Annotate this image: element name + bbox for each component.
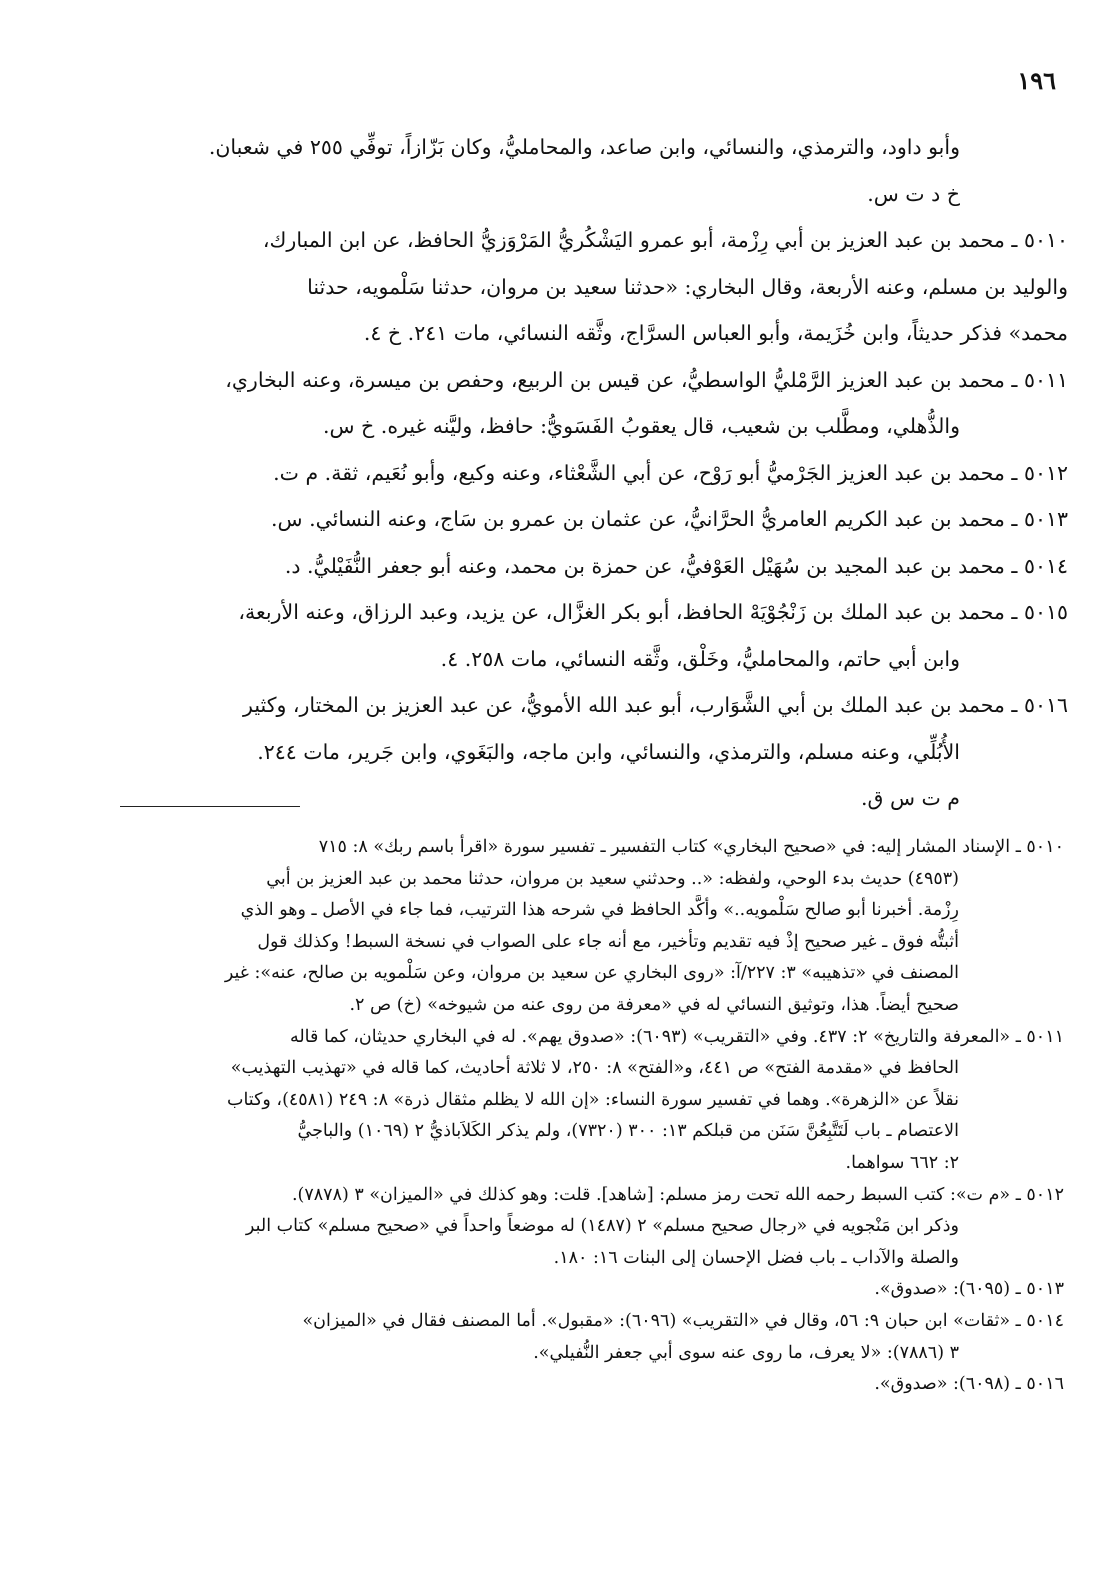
footnote-line: نقلاً عن «الزهرة». وهما في تفسير سورة النساء: «إن الله لا يظلم مثقال ذرة» ٨: ٢٤٩ (٤٥٨١)، وكتاب xyxy=(226,1089,959,1110)
text-line: والذُّهلي، ومطَّلب بن شعيب، قال يعقوبُ الفَسَويُّ: حافظ، وليَّنه غيره. خ س. xyxy=(323,414,960,438)
text-line: والوليد بن مسلم، وعنه الأربعة، وقال البخاري: «حدثنا سعيد بن مروان، حدثنا سَلْمويه، حدثنا xyxy=(307,274,1068,299)
text-line: محمد» فذكر حديثاً، وابن خُزَيمة، وأبو العباس السرَّاج، وثَّقه النسائي، مات ٢٤١. خ ٤. xyxy=(363,321,1068,345)
text-line: وابن أبي حاتم، والمحامليُّ، وخَلْق، وثَّقه النسائي، مات ٢٥٨. ٤. xyxy=(440,646,960,671)
text-line: ٥٠١٦ ـ محمد بن عبد الملك بن أبي الشَّوَارب، أبو عبد الله الأمويُّ، عن عبد العزيز بن المختار، وكثير xyxy=(243,693,1068,717)
footnote-divider xyxy=(120,806,300,807)
footnote-line: والصلة والآداب ـ باب فضل الإحسان إلى البنات ١٦: ١٨٠. xyxy=(553,1247,959,1268)
footnote-line: ٥٠١٣ ـ (٦٠٩٥): «صدوق». xyxy=(874,1279,1064,1300)
footnote-line: الحافظ في «مقدمة الفتح» ص ٤٤١، و«الفتح» ٨: ٢٥٠، لا ثلاثة أحاديث، كما قاله في «تهذيب التهذيب» xyxy=(230,1058,959,1079)
footnote-line: أثبتُّه فوق ـ غير صحيح إذْ فيه تقديم وتأخير، مع أنه جاء على الصواب في نسخة السبط! وكذلك قول xyxy=(257,931,959,952)
footnote-line: الاعتصام ـ باب لَتَتَّبِعُنَّ سَنَن من قبلكم ١٣: ٣٠٠ (٧٣٢٠)، ولم يذكر الكَلاَباذيُّ ٢ (١٠٦٩) والباجيُّ xyxy=(297,1121,959,1142)
text-line: ٥٠١٣ ـ محمد بن عبد الكريم العامريُّ الحرَّانيُّ، عن عثمان بن عمرو بن سَاج، وعنه النسائي. س. xyxy=(271,507,1068,531)
text-line: ٥٠١٥ ـ محمد بن عبد الملك بن زَنْجُوْيَهْ الحافظ، أبو بكر الغزَّال، عن يزيد، وعبد الرزاق، وعنه الأربعة، xyxy=(238,600,1068,624)
footnote-line: ٥٠١٦ ـ (٦٠٩٨): «صدوق». xyxy=(874,1374,1064,1395)
footnote-line: ٥٠١٤ ـ «ثقات» ابن حبان ٩: ٥٦، وقال في «التقريب» (٦٠٩٦): «مقبول». أما المصنف فقال في «الميزان» xyxy=(302,1310,1064,1331)
text-line: ٥٠١٤ ـ محمد بن عبد المجيد بن سُهَيْل العَوْفيُّ، عن حمزة بن محمد، وعنه أبو جعفر النُّفَيْليُّ. د. xyxy=(284,553,1068,578)
page-number: ١٩٦ xyxy=(1017,66,1056,95)
footnote-line: ٣ (٧٨٨٦): «لا يعرف، ما روى عنه سوى أبي جعفر النُّفيلي». xyxy=(533,1342,959,1363)
text-line: ٥٠١١ ـ محمد بن عبد العزيز الرَّمْليُّ الواسطيُّ، عن قيس بن الربيع، وحفص بن ميسرة، وعنه البخاري، xyxy=(225,367,1068,392)
text-line: خ د ت س. xyxy=(867,181,960,206)
footnote-line: المصنف في «تذهيبه» ٣: ٢٢٧/آ: «روى البخاري عن سعيد بن مروان، وعن سَلْمويه بن صالح، عنه»: غير xyxy=(224,963,959,984)
text-line: م ت س ق. xyxy=(861,786,960,810)
footnote-line: رِزْمة. أخبرنا أبو صالح سَلْمويه..» وأكَّد الحافظ في شرحه هذا الترتيب، فما جاء في الأصل ـ وهو الذي xyxy=(240,900,959,921)
footnote-line: (٤٩٥٣) حديث بدء الوحي، ولفظه: «.. وحدثني سعيد بن مروان، حدثنا محمد بن عبد العزيز بن أبي xyxy=(266,868,959,889)
text-line: وأبو داود، والترمذي، والنسائي، وابن صاعد، والمحامليُّ، وكان بَزّازاً، توفِّي ٢٥٥ في شعبان. xyxy=(208,135,960,159)
text-line: ٥٠١٢ ـ محمد بن عبد العزيز الجَرْميُّ أبو رَوْح، عن أبي الشَّعْثاء، وعنه وكيع، وأبو نُعَيم، ثقة. م ت. xyxy=(273,460,1068,485)
footnotes xyxy=(40,832,1064,1401)
main-text xyxy=(40,124,1068,822)
text-line: ٥٠١٠ ـ محمد بن عبد العزيز بن أبي رِزْمة، أبو عمرو اليَشْكُريُّ المَرْوَزيُّ الحافظ، عن ابن المبارك، xyxy=(262,228,1068,252)
text-line: الأُبُلِّي، وعنه مسلم، والترمذي، والنسائي، وابن ماجه، والبَغَوي، وابن جَرير، مات ٢٤٤. xyxy=(257,739,960,764)
footnote-line: ٥٠١١ ـ «المعرفة والتاريخ» ٢: ٤٣٧. وفي «التقريب» (٦٠٩٣): «صدوق يهم». له في البخاري حديثان، كما قاله xyxy=(289,1026,1064,1047)
footnote-line: صحيح أيضاً. هذا، وتوثيق النسائي له في «معرفة من روى عنه من شيوخه» (خ) ص ٢. xyxy=(349,994,959,1015)
footnote-line: ٥٠١٠ ـ الإسناد المشار إليه: في «صحيح البخاري» كتاب التفسير ـ تفسير سورة «اقرأ باسم ربك» ٨: ٧١٥ xyxy=(318,837,1064,857)
footnote-line: ٥٠١٢ ـ «م ت»: كتب السبط رحمه الله تحت رمز مسلم: [شاهد]. قلت: وهو كذلك في «الميزان» ٣ (٧٨٧٨). xyxy=(291,1184,1064,1205)
footnote-line: وذكر ابن مَنْجويه في «رجال صحيح مسلم» ٢ (١٤٨٧) له موضعاً واحداً في «صحيح مسلم» كتاب البر xyxy=(245,1216,959,1237)
footnote-line: ٢: ٦٦٢ سواهما. xyxy=(845,1152,959,1173)
